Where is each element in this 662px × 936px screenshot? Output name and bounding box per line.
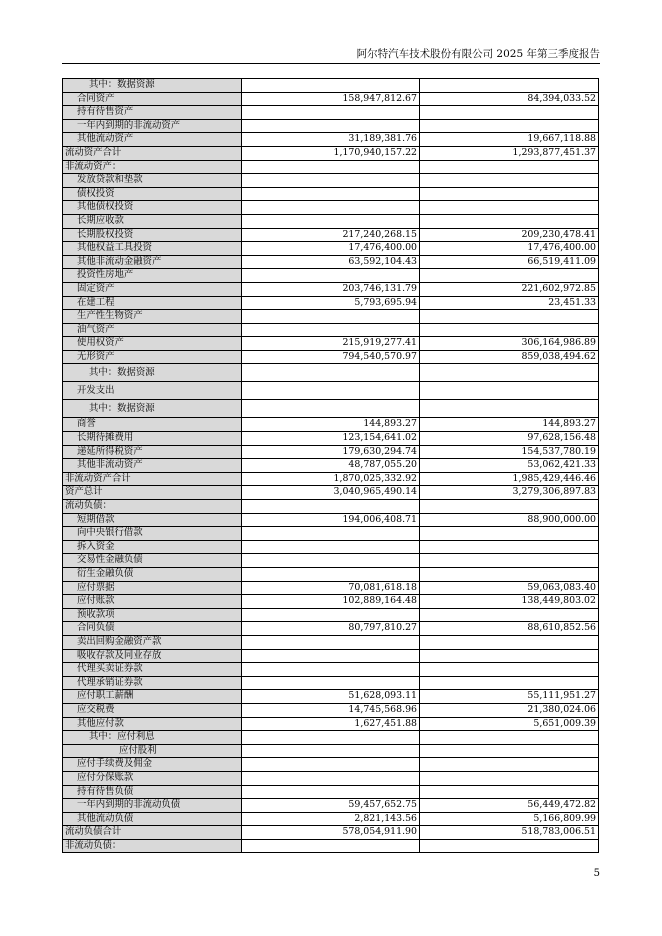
table-row	[63, 323, 599, 337]
table-row	[63, 839, 599, 853]
prior-period-value	[420, 400, 599, 418]
current-period-value	[242, 310, 420, 324]
prior-period-value	[420, 649, 599, 663]
row-label: 一年内到期的非流动资产	[63, 119, 242, 133]
table-row	[63, 635, 599, 649]
current-period-value	[242, 568, 420, 582]
row-label: 应付手续费及佣金	[63, 758, 242, 772]
table-row	[63, 500, 599, 514]
current-period-value: 31,189,381.76	[242, 133, 420, 147]
row-label: 其中：应付利息	[63, 731, 242, 745]
prior-period-value: 21,380,024.06	[420, 703, 599, 717]
current-period-value: 63,592,104.43	[242, 255, 420, 269]
row-label: 非流动负债：	[63, 839, 242, 853]
row-label: 预收款项	[63, 608, 242, 622]
current-period-value	[242, 771, 420, 785]
prior-period-value: 221,602,972.85	[420, 282, 599, 296]
prior-period-value	[420, 568, 599, 582]
row-label: 持有待售负债	[63, 785, 242, 799]
table-row	[63, 676, 599, 690]
prior-period-value	[420, 635, 599, 649]
row-label: 持有待售资产	[63, 106, 242, 120]
row-label: 衍生金融负债	[63, 568, 242, 582]
table-row	[63, 174, 599, 188]
row-label: 流动负债：	[63, 500, 242, 514]
current-period-value: 794,540,570.97	[242, 350, 420, 364]
current-period-value: 194,006,408.71	[242, 513, 420, 527]
current-period-value: 17,476,400.00	[242, 242, 420, 256]
row-label: 无形资产	[63, 350, 242, 364]
current-period-value: 217,240,268.15	[242, 228, 420, 242]
current-period-value: 144,893.27	[242, 418, 420, 432]
current-period-value	[242, 731, 420, 745]
prior-period-value	[420, 119, 599, 133]
prior-period-value	[420, 187, 599, 201]
row-label: 合同资产	[63, 92, 242, 106]
row-label: 卖出回购金融资产款	[63, 635, 242, 649]
current-period-value	[242, 649, 420, 663]
table-row	[63, 459, 599, 473]
table-row	[63, 201, 599, 215]
current-period-value	[242, 201, 420, 215]
prior-period-value: 859,038,494.62	[420, 350, 599, 364]
table-row	[63, 690, 599, 704]
table-row	[63, 826, 599, 840]
prior-period-value	[420, 79, 599, 93]
current-period-value: 203,746,131.79	[242, 282, 420, 296]
table-row	[63, 568, 599, 582]
current-period-value: 2,821,143.56	[242, 812, 420, 826]
prior-period-value: 88,900,000.00	[420, 513, 599, 527]
table-row	[63, 242, 599, 256]
current-period-value	[242, 174, 420, 188]
current-period-value	[242, 554, 420, 568]
row-label: 其中：数据资源	[63, 364, 242, 382]
prior-period-value	[420, 676, 599, 690]
table-row	[63, 445, 599, 459]
current-period-value	[242, 160, 420, 174]
prior-period-value	[420, 758, 599, 772]
table-row	[63, 527, 599, 541]
row-label: 投资性房地产	[63, 269, 242, 283]
current-period-value	[242, 214, 420, 228]
row-label: 发放贷款和垫款	[63, 174, 242, 188]
table-row	[63, 649, 599, 663]
row-label: 其中：数据资源	[63, 79, 242, 93]
row-label: 应付职工薪酬	[63, 690, 242, 704]
row-label: 其中：数据资源	[63, 400, 242, 418]
prior-period-value	[420, 663, 599, 677]
current-period-value	[242, 839, 420, 853]
row-label: 长期待摊费用	[63, 432, 242, 446]
current-period-value	[242, 540, 420, 554]
table-row	[63, 228, 599, 242]
table-row	[63, 337, 599, 351]
table-row	[63, 364, 599, 382]
table-row	[63, 146, 599, 160]
prior-period-value: 1,293,877,451.37	[420, 146, 599, 160]
current-period-value: 14,745,568.96	[242, 703, 420, 717]
row-label: 应交税费	[63, 703, 242, 717]
table-row	[63, 731, 599, 745]
table-row	[63, 554, 599, 568]
prior-period-value	[420, 731, 599, 745]
row-label: 流动负债合计	[63, 826, 242, 840]
current-period-value	[242, 119, 420, 133]
current-period-value	[242, 676, 420, 690]
prior-period-value: 5,166,809.99	[420, 812, 599, 826]
table-row	[63, 255, 599, 269]
row-label: 代理承销证券款	[63, 676, 242, 690]
page-number: 5	[593, 868, 600, 879]
current-period-value: 1,170,940,157.22	[242, 146, 420, 160]
row-label: 其他非流动金融资产	[63, 255, 242, 269]
current-period-value: 102,889,164.48	[242, 595, 420, 609]
table-row	[63, 400, 599, 418]
table-row	[63, 382, 599, 400]
prior-period-value	[420, 364, 599, 382]
current-period-value	[242, 364, 420, 382]
row-label: 油气资产	[63, 323, 242, 337]
prior-period-value: 53,062,421.33	[420, 459, 599, 473]
table-row	[63, 758, 599, 772]
prior-period-value	[420, 214, 599, 228]
prior-period-value	[420, 744, 599, 758]
table-row	[63, 160, 599, 174]
current-period-value	[242, 106, 420, 120]
row-label: 一年内到期的非流动负债	[63, 799, 242, 813]
prior-period-value: 56,449,472.82	[420, 799, 599, 813]
current-period-value: 80,797,810.27	[242, 622, 420, 636]
prior-period-value	[420, 310, 599, 324]
prior-period-value: 17,476,400.00	[420, 242, 599, 256]
row-label: 其他应付款	[63, 717, 242, 731]
row-label: 生产性生物资产	[63, 310, 242, 324]
current-period-value: 215,919,277.41	[242, 337, 420, 351]
prior-period-value: 3,279,306,897.83	[420, 486, 599, 500]
row-label: 商誉	[63, 418, 242, 432]
row-label: 非流动资产：	[63, 160, 242, 174]
prior-period-value	[420, 323, 599, 337]
prior-period-value	[420, 269, 599, 283]
current-period-value: 3,040,965,490.14	[242, 486, 420, 500]
row-label: 合同负债	[63, 622, 242, 636]
current-period-value: 1,627,451.88	[242, 717, 420, 731]
prior-period-value	[420, 500, 599, 514]
current-period-value: 578,054,911.90	[242, 826, 420, 840]
table-row	[63, 119, 599, 133]
table-row	[63, 310, 599, 324]
prior-period-value	[420, 106, 599, 120]
row-label: 固定资产	[63, 282, 242, 296]
current-period-value	[242, 382, 420, 400]
current-period-value: 51,628,093.11	[242, 690, 420, 704]
current-period-value: 123,154,641.02	[242, 432, 420, 446]
row-label: 拆入资金	[63, 540, 242, 554]
current-period-value	[242, 785, 420, 799]
current-period-value	[242, 187, 420, 201]
prior-period-value: 306,164,986.89	[420, 337, 599, 351]
table-row	[63, 703, 599, 717]
current-period-value	[242, 500, 420, 514]
prior-period-value	[420, 527, 599, 541]
current-period-value	[242, 323, 420, 337]
prior-period-value: 1,985,429,446.46	[420, 472, 599, 486]
current-period-value: 179,630,294.74	[242, 445, 420, 459]
row-label: 代理买卖证券款	[63, 663, 242, 677]
current-period-value: 5,793,695.94	[242, 296, 420, 310]
table-row	[63, 771, 599, 785]
row-label: 递延所得税资产	[63, 445, 242, 459]
table-row	[63, 282, 599, 296]
prior-period-value	[420, 771, 599, 785]
table-row	[63, 581, 599, 595]
row-label: 在建工程	[63, 296, 242, 310]
table-row	[63, 744, 599, 758]
table-row	[63, 418, 599, 432]
current-period-value: 1,870,025,332.92	[242, 472, 420, 486]
prior-period-value: 66,519,411.09	[420, 255, 599, 269]
current-period-value: 48,787,055.20	[242, 459, 420, 473]
table-row	[63, 812, 599, 826]
table-row	[63, 214, 599, 228]
prior-period-value: 209,230,478.41	[420, 228, 599, 242]
table-row	[63, 269, 599, 283]
row-label: 其他流动负债	[63, 812, 242, 826]
row-label: 使用权资产	[63, 337, 242, 351]
table-row	[63, 785, 599, 799]
row-label: 开发支出	[63, 382, 242, 400]
table-row	[63, 486, 599, 500]
current-period-value	[242, 527, 420, 541]
current-period-value	[242, 79, 420, 93]
row-label: 向中央银行借款	[63, 527, 242, 541]
row-label: 短期借款	[63, 513, 242, 527]
current-period-value: 70,081,618.18	[242, 581, 420, 595]
table-row	[63, 540, 599, 554]
table-row	[63, 106, 599, 120]
prior-period-value	[420, 839, 599, 853]
prior-period-value: 23,451.33	[420, 296, 599, 310]
table-row	[63, 133, 599, 147]
table-row	[63, 472, 599, 486]
report-header: 阿尔特汽车技术股份有限公司 2025 年第三季度报告	[356, 48, 600, 60]
header-rule	[62, 63, 600, 64]
prior-period-value: 138,449,803.02	[420, 595, 599, 609]
table-row	[63, 663, 599, 677]
current-period-value: 158,947,812.67	[242, 92, 420, 106]
table-row	[63, 187, 599, 201]
current-period-value	[242, 400, 420, 418]
prior-period-value: 144,893.27	[420, 418, 599, 432]
table-row	[63, 513, 599, 527]
table-row	[63, 622, 599, 636]
prior-period-value: 84,394,033.52	[420, 92, 599, 106]
row-label: 非流动资产合计	[63, 472, 242, 486]
table-row	[63, 79, 599, 93]
current-period-value	[242, 269, 420, 283]
table-row	[63, 799, 599, 813]
row-label: 债权投资	[63, 187, 242, 201]
row-label: 其他权益工具投资	[63, 242, 242, 256]
prior-period-value: 55,111,951.27	[420, 690, 599, 704]
row-label: 其他流动资产	[63, 133, 242, 147]
prior-period-value	[420, 382, 599, 400]
prior-period-value: 19,667,118.88	[420, 133, 599, 147]
row-label: 长期股权投资	[63, 228, 242, 242]
current-period-value	[242, 608, 420, 622]
prior-period-value: 5,651,009.39	[420, 717, 599, 731]
prior-period-value: 518,783,006.51	[420, 826, 599, 840]
row-label: 流动资产合计	[63, 146, 242, 160]
row-label: 交易性金融负债	[63, 554, 242, 568]
table-row	[63, 432, 599, 446]
row-label: 应付股利	[63, 744, 242, 758]
prior-period-value	[420, 160, 599, 174]
prior-period-value	[420, 540, 599, 554]
table-row	[63, 296, 599, 310]
table-row	[63, 92, 599, 106]
prior-period-value: 97,628,156.48	[420, 432, 599, 446]
table-row	[63, 595, 599, 609]
table-row	[63, 608, 599, 622]
prior-period-value	[420, 554, 599, 568]
current-period-value: 59,457,652.75	[242, 799, 420, 813]
row-label: 吸收存款及同业存放	[63, 649, 242, 663]
row-label: 应付账款	[63, 595, 242, 609]
prior-period-value	[420, 608, 599, 622]
table-row	[63, 350, 599, 364]
row-label: 其他债权投资	[63, 201, 242, 215]
prior-period-value	[420, 785, 599, 799]
prior-period-value	[420, 174, 599, 188]
prior-period-value: 88,610,852.56	[420, 622, 599, 636]
row-label: 长期应收款	[63, 214, 242, 228]
current-period-value	[242, 635, 420, 649]
row-label: 应付分保账款	[63, 771, 242, 785]
balance-sheet-table	[62, 78, 599, 853]
prior-period-value: 59,063,083.40	[420, 581, 599, 595]
row-label: 资产总计	[63, 486, 242, 500]
current-period-value	[242, 663, 420, 677]
current-period-value	[242, 744, 420, 758]
row-label: 其他非流动资产	[63, 459, 242, 473]
row-label: 应付票据	[63, 581, 242, 595]
prior-period-value	[420, 201, 599, 215]
prior-period-value: 154,537,780.19	[420, 445, 599, 459]
table-row	[63, 717, 599, 731]
current-period-value	[242, 758, 420, 772]
